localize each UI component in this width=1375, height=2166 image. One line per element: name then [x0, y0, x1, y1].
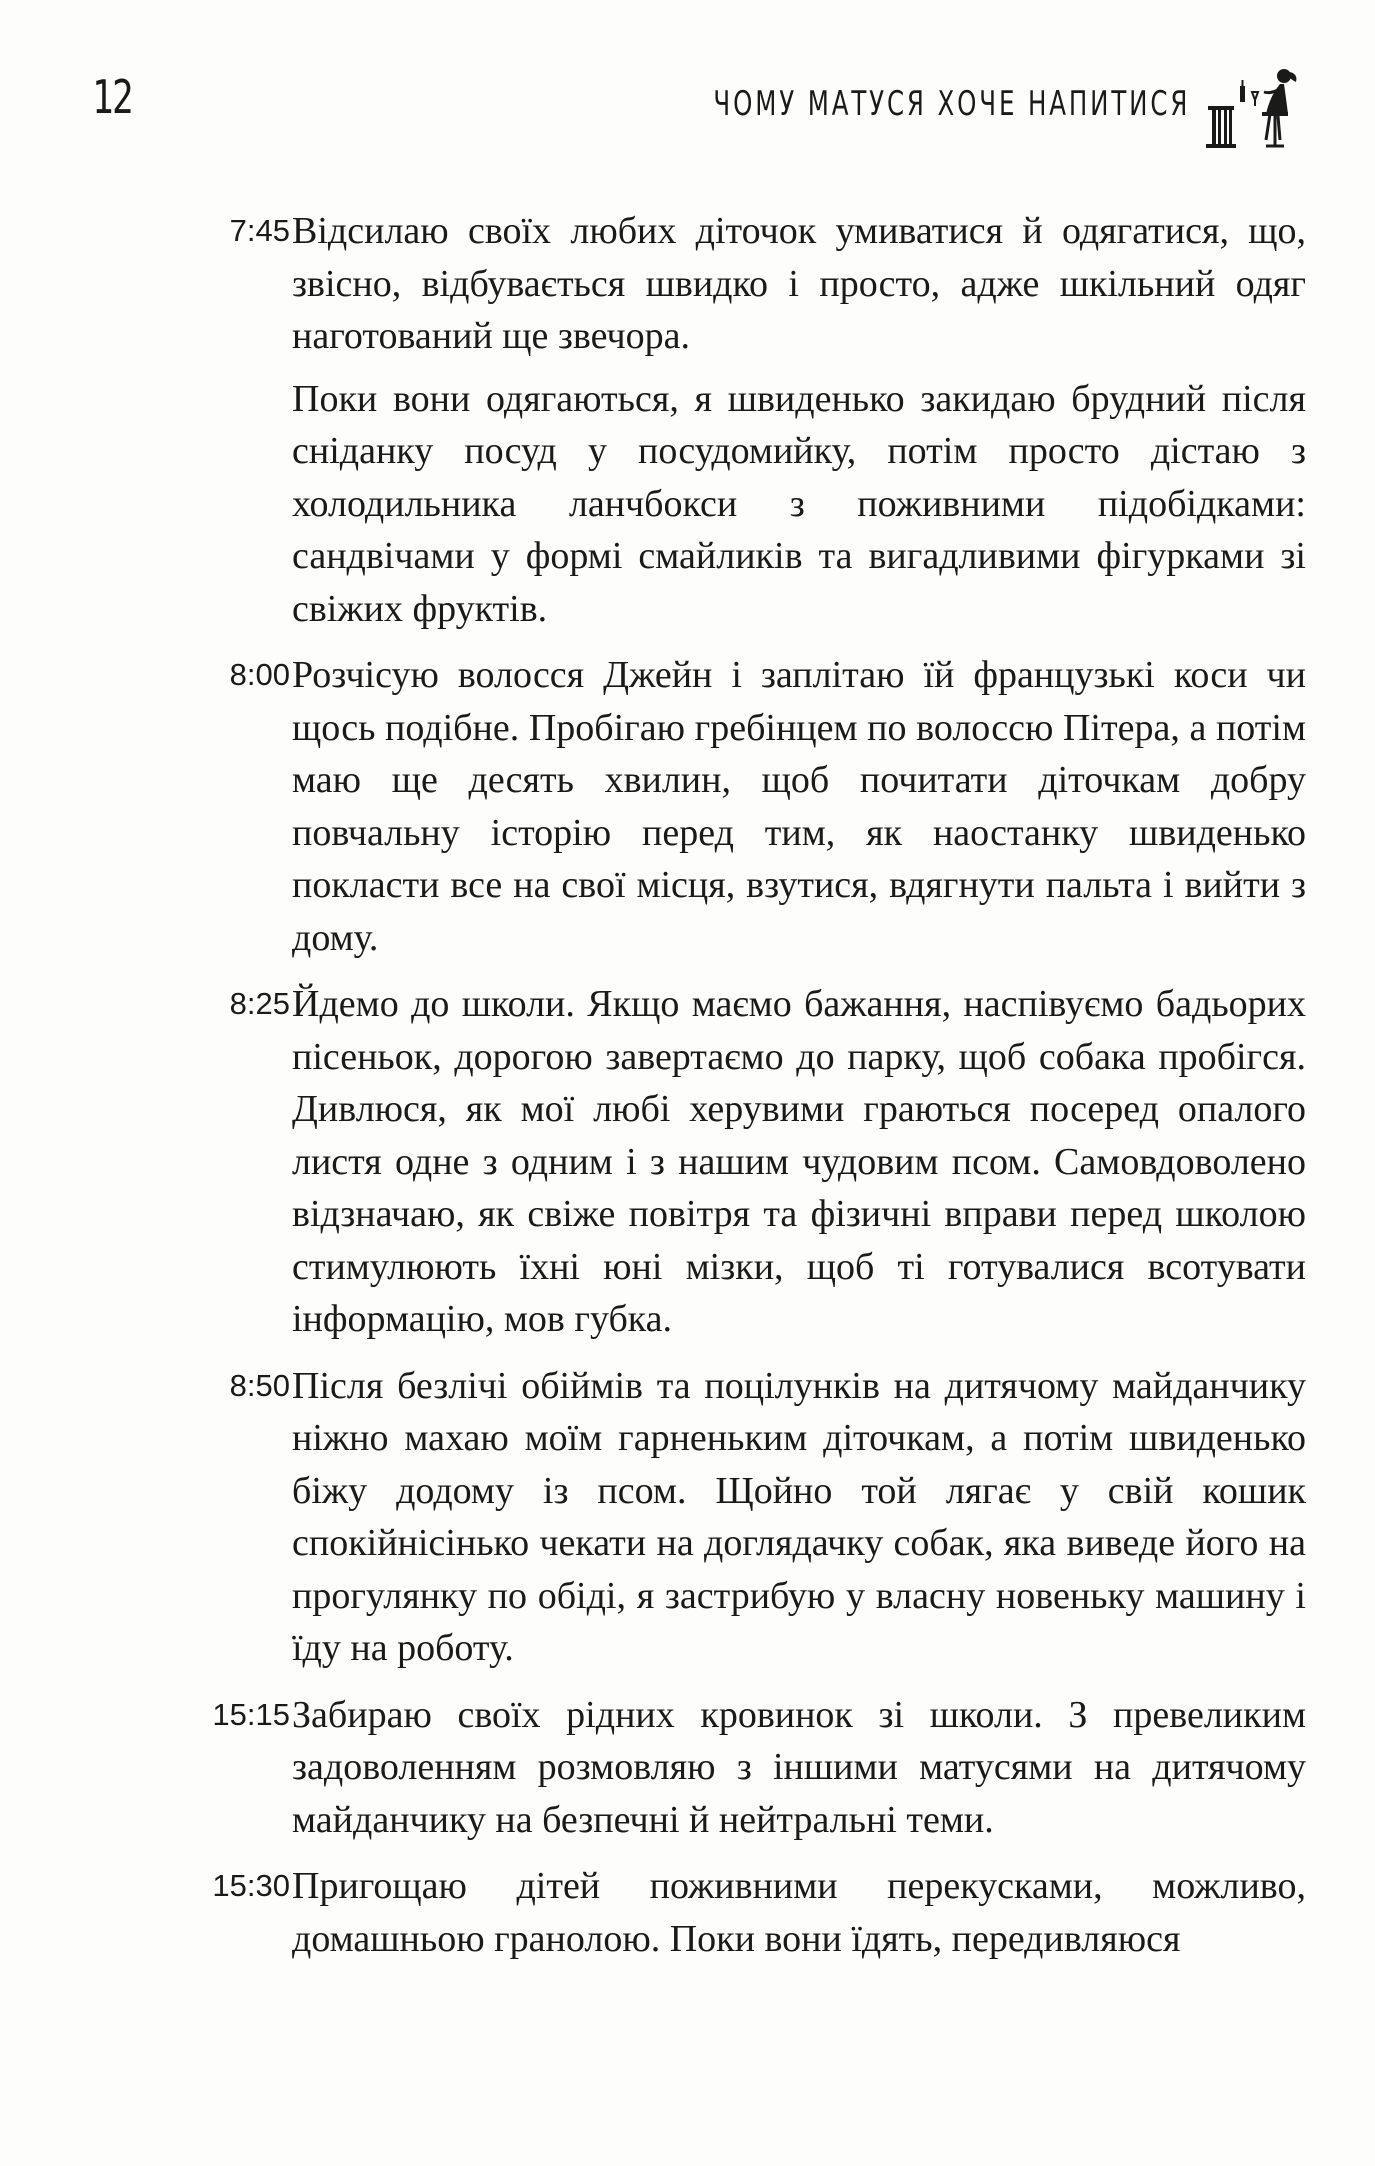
entry-time: 8:25: [229, 986, 290, 1021]
schedule-entry: [170, 205, 1306, 635]
entry-time: 15:30: [212, 1868, 290, 1903]
entry-paragraph: Після безлічі обіймів та поцілунків на дитячому майданчику ніжно махаю моїм гарненьким діточкам, а потім швиденько біжу додому із псом. Щойно той лягає у свій кошик спокійнісінько чекати на доглядачку собак, яка виведе його на прогулянку по обіді, я застрибую у власну новеньку машину і їду на роботу.: [292, 1364, 1306, 1669]
running-header: [88, 62, 1308, 152]
entry-paragraph: Пригощаю дітей поживними перекусками, можливо, домашньою гранолою. Поки вони їдять, передивляюся: [292, 1865, 1306, 1960]
entry-time: 15:15: [212, 1696, 290, 1732]
entry-body: [292, 978, 1306, 1346]
entry-paragraph: Йдемо до школи. Якщо маємо бажання, наспівуємо бадьорих пісеньок, дорогою завертаємо до парку, щоб собака пробігся. Дивлюся, як мої любі херувими граються посеред опалого листя одне з одним і з нашим чудовим псом. Самовдоволено відзначаю, як свіже повітря та фізичні вправи перед школою стимулюють їхні юні мізки, щоб ті готувалися всотувати інформацію, мов губка.: [292, 983, 1306, 1340]
entry-paragraph: Забираю своїх рідних кровинок зі школи. З превеликим задоволенням розмовляю з іншими матусями на дитячому майданчику на безпечні й нейтральні теми.: [292, 1693, 1306, 1841]
schedule-entry: [170, 649, 1306, 964]
schedule-entry: [170, 978, 1306, 1346]
entry-body: [292, 1860, 1306, 1965]
schedule-text: [170, 205, 1306, 1979]
entry-body: [292, 1360, 1306, 1675]
entry-body: [292, 205, 1306, 635]
schedule-entry: [170, 1860, 1306, 1965]
entry-time: 7:45: [229, 213, 290, 248]
woman-at-bar-icon: [1204, 62, 1308, 152]
entry-paragraph: Поки вони одягаються, я швиденько закидаю брудний після сніданку посуд у посудомийку, потім просто дістаю з холодильника ланчбокси з поживними підобідками: сандвічами у формі смайликів та вигадливими фігурками зі свіжих фруктів.: [292, 377, 1306, 630]
entry-paragraph: Відсилаю своїх любих діточок умиватися й одягатися, що, звісно, відбувається швидко і просто, адже шкільний одяг наготований ще звечора.: [292, 210, 1306, 357]
schedule-entry: [170, 1360, 1306, 1675]
running-title: ЧОМУ МАТУСЯ ХОЧЕ НАПИТИСЯ: [713, 84, 1190, 124]
entry-paragraph: Розчісую волосся Джейн і заплітаю їй французькі коси чи щось подібне. Пробігаю гребінцем по волоссю Пітера, а потім маю ще десять хвилин, щоб почитати діточкам добру повчальну історію перед тим, як наостанку швиденько покласти все на свої місця, взутися, вдягнути пальта і вийти з дому.: [292, 654, 1306, 959]
schedule-entry: [170, 1689, 1306, 1847]
entry-time: 8:50: [229, 1367, 290, 1403]
entry-time: 8:00: [229, 657, 290, 692]
entry-body: [292, 1689, 1306, 1847]
page-number: 12: [92, 70, 133, 124]
entry-body: [292, 649, 1306, 964]
